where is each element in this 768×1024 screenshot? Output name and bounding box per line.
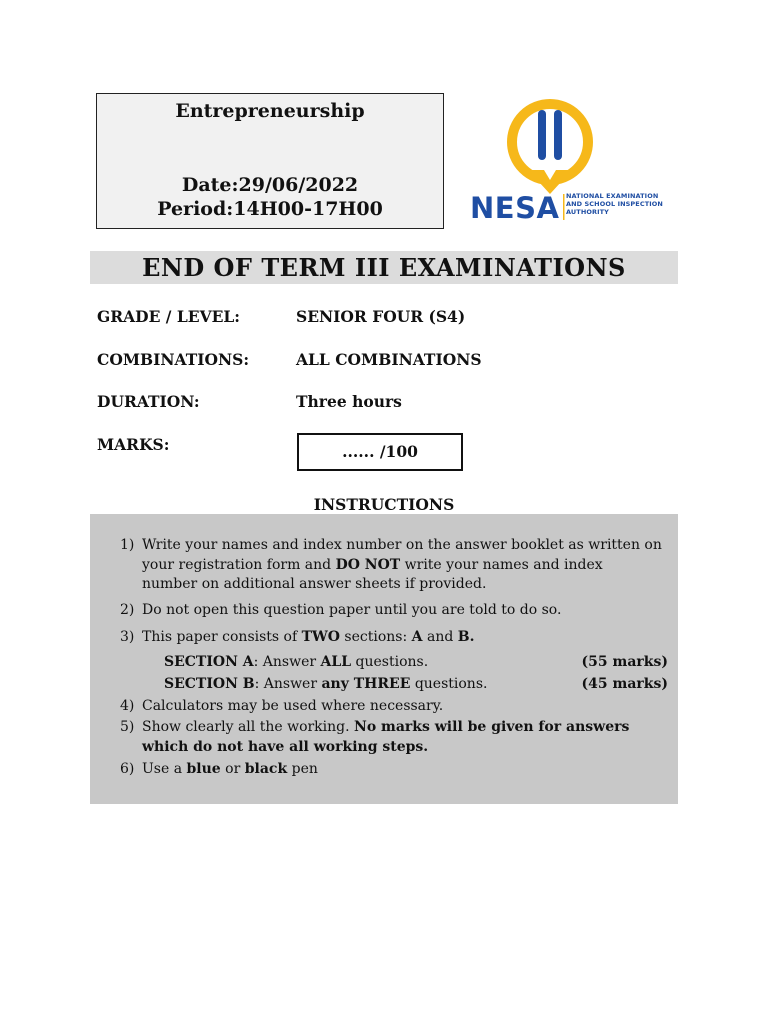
grade-label: GRADE / LEVEL:	[97, 307, 241, 326]
grade-value: SENIOR FOUR (S4)	[296, 307, 466, 326]
section-b-marks: (45 marks)	[581, 676, 668, 692]
duration-value: Three hours	[296, 392, 402, 411]
marks-box: ...... /100	[297, 433, 463, 471]
duration-label: DURATION:	[97, 392, 200, 411]
section-a-line: SECTION A: Answer ALL questions. (55 marks)	[164, 654, 668, 670]
exam-period: Period:14H00-17H00	[157, 198, 383, 220]
nesa-authority-name: NATIONAL EXAMINATION AND SCHOOL INSPECTION AUTHORITY	[566, 192, 663, 216]
subject-title: Entrepreneurship	[175, 100, 365, 122]
section-a-marks: (55 marks)	[581, 654, 668, 670]
exam-title: END OF TERM III EXAMINATIONS	[90, 251, 678, 284]
combinations-label: COMBINATIONS:	[97, 350, 250, 369]
exam-date: Date:29/06/2022	[181, 174, 359, 196]
instructions-panel: 1) Write your names and index number on the answer booklet as written on your registration form and DO NOT write your names and index number on additional answer sheets if provided. 2) Do not open this question paper until you are told to do so. 3) This paper consists of TWO sections: A and B. SECTION A: Answer ALL questions. (55 marks) SECTION B: Answer any THREE questions. (45 marks) 4) Calculators may be used where necessary. 5) Show clearly all the working. No marks will be given for answers which do not have all working steps. 6) Use a blue or black pen	[90, 514, 678, 804]
svg-text:NESA: NESA	[470, 191, 560, 224]
marks-label: MARKS:	[97, 435, 170, 454]
instructions-title: INSTRUCTIONS	[313, 495, 455, 514]
combinations-value: ALL COMBINATIONS	[296, 350, 482, 369]
section-b-line: SECTION B: Answer any THREE questions. (45 marks)	[164, 676, 668, 692]
subject-box	[96, 93, 444, 229]
